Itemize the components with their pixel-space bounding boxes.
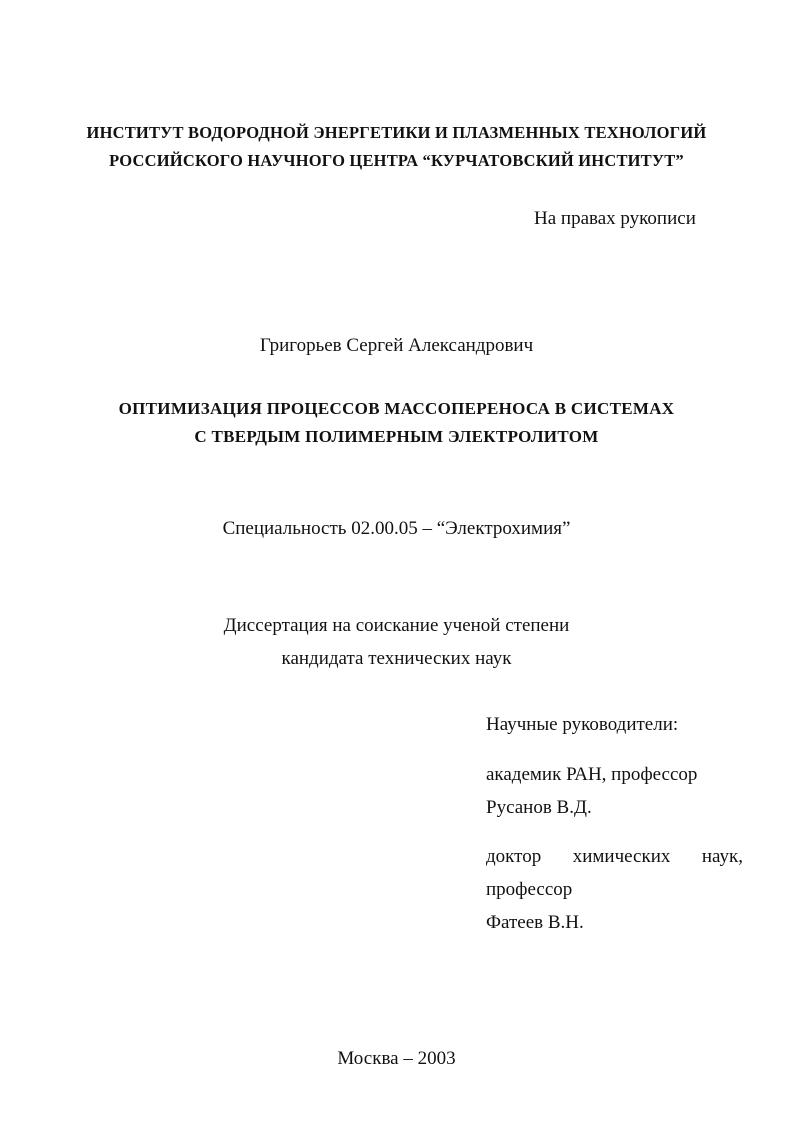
place-and-year: Москва – 2003	[337, 1048, 456, 1069]
degree-line-1: Диссертация на соискание ученой степени	[223, 615, 570, 636]
supervisor-2-title-line-1	[486, 846, 743, 868]
institute-name-line-1: ИНСТИТУТ ВОДОРОДНОЙ ЭНЕРГЕТИКИ И ПЛАЗМЕННЫХ ТЕХНОЛОГИЙ	[86, 123, 707, 142]
manuscript-note: На правах рукописи	[534, 208, 696, 229]
dissertation-title-line-1: ОПТИМИЗАЦИЯ ПРОЦЕССОВ МАССОПЕРЕНОСА В СИСТЕМАХ	[118, 399, 675, 418]
supervisors-heading: Научные руководители:	[486, 714, 679, 735]
degree-line-2: кандидата технических наук	[281, 648, 512, 669]
supervisor-2-title-word: доктор	[486, 846, 542, 867]
supervisor-2-title-line-2: профессор	[486, 879, 573, 900]
supervisor-2-title-word: наук,	[701, 846, 743, 867]
dissertation-title-line-2: С ТВЕРДЫМ ПОЛИМЕРНЫМ ЭЛЕКТРОЛИТОМ	[194, 427, 599, 446]
supervisor-1-name: Русанов В.Д.	[486, 797, 592, 818]
supervisor-2-name: Фатеев В.Н.	[486, 912, 584, 933]
institute-name-line-2: РОССИЙСКОГО НАУЧНОГО ЦЕНТРА “КУРЧАТОВСКИЙ ИНСТИТУТ”	[109, 151, 684, 170]
supervisor-2-title-word: химических	[572, 846, 671, 867]
author-name: Григорьев Сергей Александрович	[259, 335, 534, 356]
supervisor-1-title: академик РАН, профессор	[486, 764, 698, 785]
specialty: Специальность 02.00.05 – “Электрохимия”	[222, 518, 571, 539]
